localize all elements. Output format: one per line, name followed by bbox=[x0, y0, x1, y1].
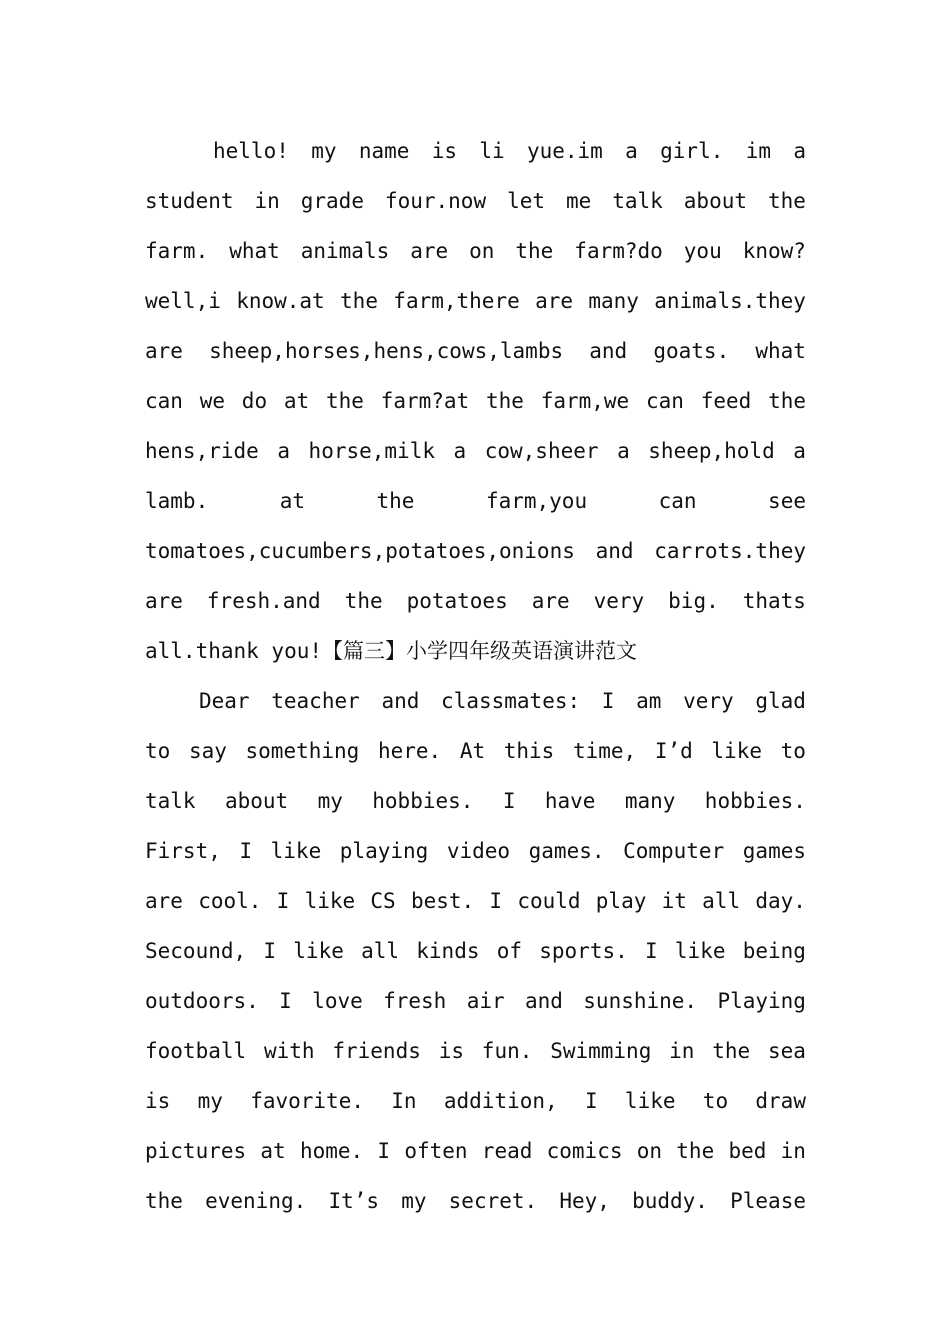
word: the bbox=[768, 389, 806, 413]
word: and bbox=[381, 689, 420, 713]
word: me bbox=[565, 189, 592, 213]
word: to bbox=[702, 1089, 729, 1113]
word: to bbox=[145, 739, 171, 763]
text-line bbox=[145, 126, 806, 176]
word: are bbox=[410, 239, 449, 263]
word: read bbox=[481, 1139, 533, 1163]
word: outdoors. bbox=[145, 989, 259, 1013]
word: talk bbox=[612, 189, 663, 213]
word: teacher bbox=[271, 689, 360, 713]
word: farm?at bbox=[380, 389, 470, 413]
paragraph-end: all.thank you! bbox=[145, 639, 323, 663]
word: glad bbox=[755, 689, 806, 713]
word: like bbox=[674, 939, 726, 963]
word: Playing bbox=[717, 989, 806, 1013]
word: very bbox=[683, 689, 734, 713]
word: Please bbox=[730, 1189, 806, 1213]
word: hello! bbox=[213, 139, 289, 163]
word: well,i bbox=[145, 289, 221, 313]
word: let bbox=[507, 189, 545, 213]
word: it bbox=[661, 889, 687, 913]
word: farm,you bbox=[485, 489, 588, 513]
text-line bbox=[145, 976, 806, 1026]
word: sheep,horses,hens,cows,lambs bbox=[209, 339, 564, 363]
text-line bbox=[145, 876, 806, 926]
word: of bbox=[496, 939, 523, 963]
word: the bbox=[712, 1039, 751, 1063]
word: in bbox=[669, 1039, 695, 1063]
word: name bbox=[358, 139, 410, 163]
word: I bbox=[584, 1089, 598, 1113]
word: and bbox=[524, 989, 563, 1013]
text-line bbox=[145, 226, 806, 276]
word: my bbox=[311, 139, 337, 163]
word: the bbox=[676, 1139, 715, 1163]
word: are bbox=[145, 889, 183, 913]
word: thats bbox=[742, 589, 806, 613]
word: the bbox=[145, 1189, 183, 1213]
text-line bbox=[145, 776, 806, 826]
word: know? bbox=[742, 239, 806, 263]
word: in bbox=[254, 189, 280, 213]
text-line bbox=[145, 326, 806, 376]
word: can bbox=[145, 389, 183, 413]
word: is bbox=[438, 1039, 464, 1063]
word: something bbox=[245, 739, 360, 763]
word: I bbox=[601, 689, 615, 713]
word: secret. bbox=[448, 1189, 538, 1213]
word: girl. bbox=[660, 139, 724, 163]
word: Computer bbox=[623, 839, 725, 863]
word: many bbox=[588, 289, 639, 313]
word: what bbox=[755, 339, 806, 363]
word: play bbox=[595, 889, 647, 913]
word: with bbox=[263, 1039, 315, 1063]
word: It’s bbox=[328, 1189, 380, 1213]
text-line bbox=[145, 826, 806, 876]
text-line bbox=[145, 1026, 806, 1076]
word: love bbox=[312, 989, 363, 1013]
word: big. bbox=[668, 589, 719, 613]
word: have bbox=[544, 789, 596, 813]
word: the bbox=[344, 589, 383, 613]
word: sheep,hold bbox=[648, 439, 775, 463]
word: fresh.and bbox=[206, 589, 321, 613]
word: I’d bbox=[654, 739, 693, 763]
word: you bbox=[683, 239, 722, 263]
text-line bbox=[145, 926, 806, 976]
word: can bbox=[645, 389, 684, 413]
word: animals bbox=[300, 239, 390, 263]
word: do bbox=[241, 389, 268, 413]
text-line bbox=[145, 676, 806, 726]
word: farm,there bbox=[393, 289, 520, 313]
word: a bbox=[617, 439, 630, 463]
word: home. bbox=[299, 1139, 364, 1163]
word: are bbox=[535, 289, 573, 313]
word: say bbox=[188, 739, 227, 763]
text-line bbox=[145, 176, 806, 226]
word: I bbox=[279, 989, 292, 1013]
word: all bbox=[702, 889, 741, 913]
text-line bbox=[145, 426, 806, 476]
word: know.at bbox=[236, 289, 325, 313]
word: cool. bbox=[198, 889, 262, 913]
word: can bbox=[658, 489, 697, 513]
word: like bbox=[624, 1089, 676, 1113]
word: at bbox=[279, 489, 306, 513]
word: on bbox=[636, 1139, 663, 1163]
word: day. bbox=[755, 889, 806, 913]
word: sports. bbox=[539, 939, 628, 963]
word: very bbox=[593, 589, 645, 613]
word: I bbox=[489, 889, 503, 913]
word: yue.im bbox=[526, 139, 603, 163]
word: being bbox=[742, 939, 806, 963]
word: kinds bbox=[416, 939, 480, 963]
word: on bbox=[469, 239, 495, 263]
word: a bbox=[277, 439, 290, 463]
word: I bbox=[276, 889, 290, 913]
word: the bbox=[767, 189, 806, 213]
word: sea bbox=[768, 1039, 806, 1063]
word: like bbox=[304, 889, 356, 913]
word: im bbox=[745, 139, 771, 163]
word: animals.they bbox=[654, 289, 806, 313]
word: my bbox=[197, 1089, 223, 1113]
word: hobbies. bbox=[372, 789, 474, 813]
word: in bbox=[780, 1139, 806, 1163]
word: CS bbox=[370, 889, 396, 913]
word: potatoes bbox=[406, 589, 508, 613]
text-line bbox=[145, 576, 806, 626]
word: I bbox=[239, 839, 253, 863]
word: football bbox=[145, 1039, 247, 1063]
word: favorite. bbox=[250, 1089, 364, 1113]
word: a bbox=[793, 439, 806, 463]
word: carrots.they bbox=[654, 539, 806, 563]
word: addition, bbox=[443, 1089, 558, 1113]
word: the bbox=[325, 389, 364, 413]
word: sunshine. bbox=[583, 989, 698, 1013]
word: grade bbox=[300, 189, 364, 213]
word: farm,we bbox=[540, 389, 630, 413]
word: hens,ride bbox=[145, 439, 259, 463]
word: feed bbox=[700, 389, 752, 413]
text-line bbox=[145, 1076, 806, 1126]
word: I bbox=[645, 939, 658, 963]
word: horse,milk bbox=[308, 439, 435, 463]
word: lamb. bbox=[145, 489, 209, 513]
word: often bbox=[404, 1139, 468, 1163]
word: are bbox=[145, 589, 183, 613]
word: a bbox=[793, 139, 806, 163]
word: the bbox=[376, 489, 415, 513]
word: Dear bbox=[199, 689, 250, 713]
word: could bbox=[517, 889, 581, 913]
text-line bbox=[145, 1126, 806, 1176]
word: tomatoes,cucumbers,potatoes,onions bbox=[145, 539, 575, 563]
word: Secound, bbox=[145, 939, 247, 963]
text-line bbox=[145, 476, 806, 526]
word: a bbox=[625, 139, 638, 163]
word: see bbox=[768, 489, 806, 513]
word: is bbox=[431, 139, 458, 163]
text-line bbox=[145, 376, 806, 426]
word: farm?do bbox=[574, 239, 663, 263]
word: here. bbox=[377, 739, 442, 763]
word: about bbox=[683, 189, 747, 213]
word: farm. bbox=[145, 239, 209, 263]
word: and bbox=[595, 539, 634, 563]
word: like bbox=[293, 939, 344, 963]
word: like bbox=[270, 839, 322, 863]
word: buddy. bbox=[632, 1189, 708, 1213]
word: are bbox=[531, 589, 570, 613]
word: talk bbox=[145, 789, 196, 813]
word: video bbox=[446, 839, 511, 863]
word: games. bbox=[528, 839, 605, 863]
word: this bbox=[503, 739, 555, 763]
word: am bbox=[636, 689, 662, 713]
word: the bbox=[340, 289, 378, 313]
word: goats. bbox=[653, 339, 730, 363]
word: the bbox=[485, 389, 524, 413]
word: friends bbox=[332, 1039, 421, 1063]
text-line bbox=[145, 276, 806, 326]
word: evening. bbox=[205, 1189, 307, 1213]
word: about bbox=[224, 789, 289, 813]
word: at bbox=[260, 1139, 286, 1163]
word: a bbox=[453, 439, 467, 463]
word: at bbox=[283, 389, 310, 413]
word: classmates: bbox=[441, 689, 581, 713]
word: student bbox=[145, 189, 234, 213]
word: what bbox=[229, 239, 280, 263]
word: bed bbox=[728, 1139, 767, 1163]
word: playing bbox=[339, 839, 429, 863]
text-line bbox=[145, 626, 806, 676]
word: the bbox=[515, 239, 554, 263]
word: li bbox=[479, 139, 505, 163]
word: fun. bbox=[481, 1039, 533, 1063]
word: fresh bbox=[383, 989, 447, 1013]
word: I bbox=[263, 939, 277, 963]
section-heading: 【篇三】小学四年级英语演讲范文 bbox=[322, 639, 638, 663]
word: Hey, bbox=[559, 1189, 610, 1213]
word: At bbox=[459, 739, 486, 763]
text-line bbox=[145, 1176, 806, 1226]
word: pictures bbox=[145, 1139, 247, 1163]
word: time, bbox=[572, 739, 637, 763]
word: First, bbox=[145, 839, 221, 863]
document-body bbox=[145, 126, 806, 1226]
word: many bbox=[624, 789, 676, 813]
word: is bbox=[145, 1089, 171, 1113]
word: are bbox=[145, 339, 183, 363]
word: four.now bbox=[384, 189, 487, 213]
word: my bbox=[401, 1189, 427, 1213]
word: like bbox=[711, 739, 762, 763]
word: I bbox=[502, 789, 516, 813]
word: my bbox=[317, 789, 343, 813]
word: all bbox=[361, 939, 400, 963]
word: air bbox=[466, 989, 505, 1013]
word: Swimming bbox=[550, 1039, 652, 1063]
word: we bbox=[199, 389, 226, 413]
word: In bbox=[391, 1089, 417, 1113]
word: hobbies. bbox=[704, 789, 806, 813]
word: best. bbox=[410, 889, 475, 913]
word: comics bbox=[546, 1139, 623, 1163]
word: to bbox=[780, 739, 806, 763]
word: I bbox=[377, 1139, 391, 1163]
word: draw bbox=[755, 1089, 806, 1113]
text-line bbox=[145, 726, 806, 776]
text-line bbox=[145, 526, 806, 576]
word: cow,sheer bbox=[484, 439, 599, 463]
word: and bbox=[589, 339, 628, 363]
word: games bbox=[742, 839, 806, 863]
